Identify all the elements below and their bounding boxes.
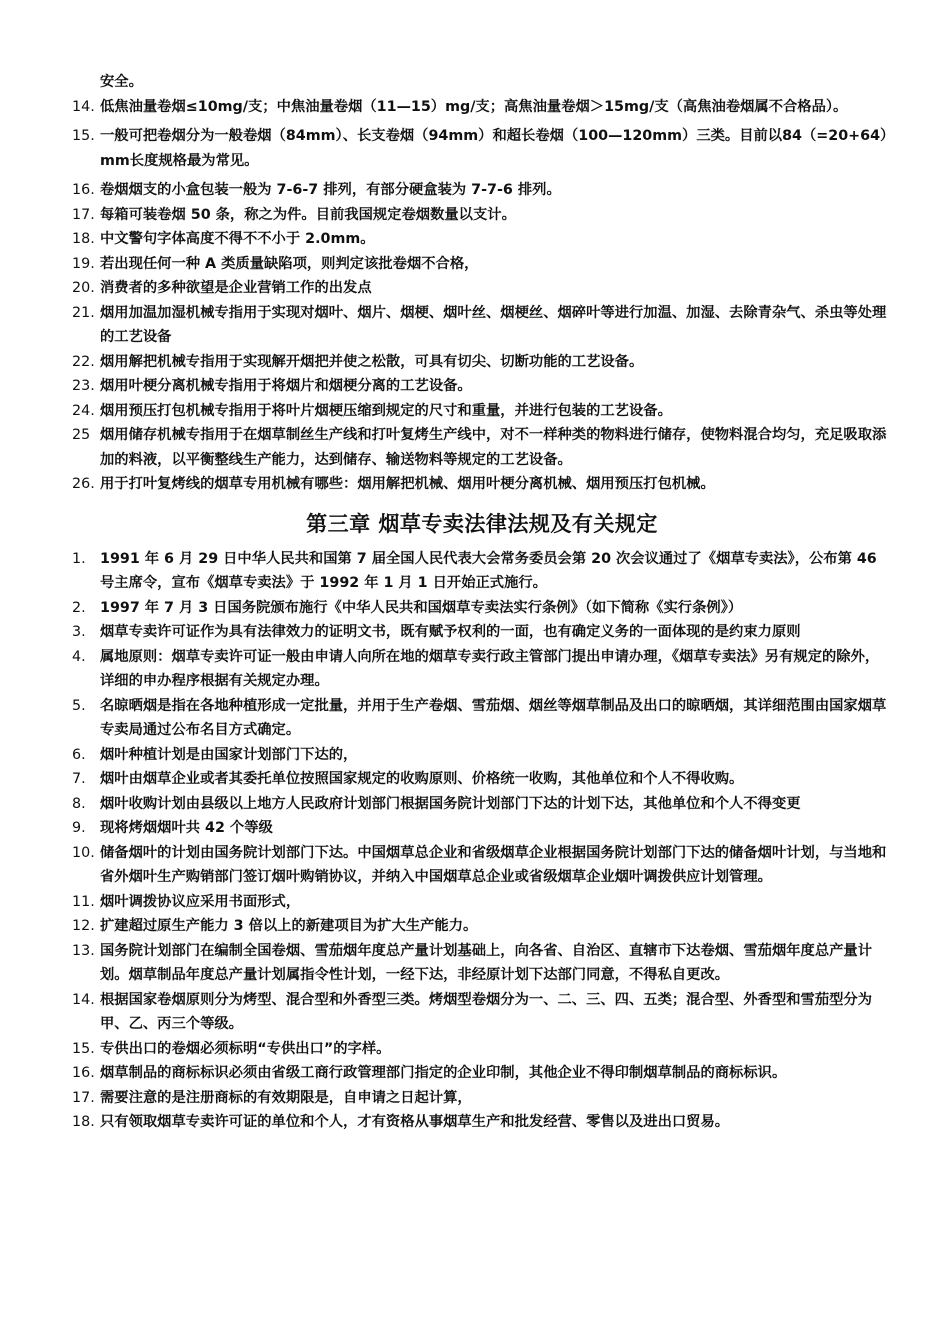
list-item-number: 13. — [72, 942, 95, 959]
list-item-text: 只有领取烟草专卖许可证的单位和个人，才有资格从事烟草生产和批发经营、零售以及进出口贸易。 — [100, 1114, 730, 1130]
list-item-text: 一般可把卷烟分为一般卷烟（84mm）、长支卷烟（94mm）和超长卷烟（100—120mm）三类。目前以84（=20+64）mm长度规格最为常见。 — [100, 128, 888, 169]
list-item-text: 烟用叶梗分离机械专指用于将烟片和烟梗分离的工艺设备。 — [100, 378, 472, 394]
list-item — [72, 596, 892, 621]
list-item-text: 1991 年 6 月 29 日中华人民共和国第 7 届全国人民代表大会常务委员会第 20 次会议通过了《烟草专卖法》，公布第 46 号主席令，宣布《烟草专卖法》于 1992 年 1 月 1 日开始正式施行。 — [100, 550, 877, 591]
list-item-text: 安全。 — [100, 74, 143, 90]
list-item — [72, 472, 892, 497]
list-item-text: 烟用预压打包机械专指用于将叶片烟梗压缩到规定的尺寸和重量，并进行包装的工艺设备。 — [100, 402, 672, 419]
list-item — [72, 988, 892, 1037]
list-item — [72, 816, 892, 841]
list-item-number: 15. — [72, 1040, 95, 1057]
list-item — [72, 645, 892, 694]
list-item-number: 4. — [72, 648, 86, 665]
list-item — [72, 70, 892, 95]
list-item — [72, 792, 892, 817]
list-item-number: 7. — [72, 771, 86, 787]
list-item-number: 17. — [72, 1089, 95, 1106]
list-item-number: 6. — [72, 746, 86, 763]
list-item — [72, 399, 892, 424]
list-item — [72, 227, 892, 252]
list-item-number: 20. — [72, 280, 95, 296]
list-item-text: 根据国家卷烟原则分为烤型、混合型和外香型三类。烤烟型卷烟分为一、二、三、四、五类；混合型、外香型和雪茄型分为甲、乙、丙三个等级。 — [100, 991, 873, 1032]
list-item-text: 属地原则：烟草专卖许可证一般由申请人向所在地的烟草专卖行政主管部门提出申请办理，《烟草专卖法》另有规定的除外，详细的申办程序根据有关规定办理。 — [100, 648, 880, 689]
list-item-text: 烟叶收购计划由县级以上地方人民政府计划部门根据国务院计划部门下达的计划下达，其他单位和个人不得变更 — [100, 795, 801, 812]
list-item-text: 卷烟烟支的小盒包装一般为 7-6-7 排列，有部分硬盒装为 7-7-6 排列。 — [100, 182, 561, 198]
list-item-number: 23. — [72, 378, 95, 394]
list-item-number: 24. — [72, 402, 95, 419]
list-item — [72, 841, 892, 890]
list-item-text: 中文警句字体高度不得不不小于 2.0mm。 — [100, 231, 375, 247]
list-item-number: 18. — [72, 1114, 95, 1130]
list-item — [72, 1037, 892, 1062]
list-item-text: 烟草制品的商标标识必须由省级工商行政管理部门指定的企业印制，其他企业不得印制烟草制品的商标标识。 — [100, 1065, 787, 1081]
list-item — [72, 203, 892, 228]
list-item-number: 14. — [72, 98, 95, 115]
list-item-text: 专供出口的卷烟必须标明“专供出口”的字样。 — [100, 1040, 391, 1057]
list-item-number: 16. — [72, 182, 95, 198]
list-item — [72, 1086, 892, 1111]
list-item-text: 现将烤烟烟叶共 42 个等级 — [100, 820, 273, 836]
list-item — [72, 95, 892, 120]
section-continued-list — [72, 70, 892, 497]
list-item-number: 16. — [72, 1065, 95, 1081]
list-item-number: 8. — [72, 795, 86, 812]
list-item-text: 扩建超过原生产能力 3 倍以上的新建项目为扩大生产能力。 — [100, 918, 478, 934]
list-item-text: 烟叶种植计划是由国家计划部门下达的， — [100, 746, 358, 763]
list-item-number: 22. — [72, 353, 95, 370]
list-item-number: 18. — [72, 231, 95, 247]
list-item — [72, 694, 892, 743]
list-item-number: 21. — [72, 304, 95, 321]
chapter-list — [72, 547, 892, 1135]
list-item-text: 需要注意的是注册商标的有效期限是，自申请之日起计算， — [100, 1089, 472, 1106]
list-item-text: 若出现任何一种 A 类质量缺陷项，则判定该批卷烟不合格， — [100, 255, 479, 272]
list-item-text: 烟草专卖许可证作为具有法律效力的证明文书，既有赋予权利的一面，也有确定义务的一面体现的是约束力原则 — [100, 624, 801, 640]
list-item — [72, 423, 892, 472]
list-item-number: 5. — [72, 697, 86, 714]
list-item — [72, 350, 892, 375]
list-item — [72, 890, 892, 915]
list-item-text: 国务院计划部门在编制全国卷烟、雪茄烟年度总产量计划基础上，向各省、自治区、直辖市下达卷烟、雪茄烟年度总产量计划。烟草制品年度总产量计划属指令性计划，一经下达，非经原计划下达部门同意，不得私自更改。 — [100, 942, 873, 983]
list-item-text: 用于打叶复烤线的烟草专用机械有哪些：烟用解把机械、烟用叶梗分离机械、烟用预压打包机械。 — [100, 476, 715, 492]
list-item-text: 烟用储存机械专指用于在烟草制丝生产线和打叶复烤生产线中，对不一样种类的物料进行储存，使物料混合均匀，充足吸取添加的料液，以平衡整线生产能力，达到储存、输送物料等规定的工艺设备。 — [100, 427, 887, 468]
list-item-text: 消费者的多种欲望是企业营销工作的出发点 — [100, 280, 372, 296]
list-item-text: 烟叶由烟草企业或者其委托单位按照国家规定的收购原则、价格统一收购，其他单位和个人不得收购。 — [100, 771, 744, 787]
list-item — [72, 914, 892, 939]
list-item-text: 烟叶调拨协议应采用书面形式， — [100, 893, 301, 910]
list-item — [72, 1061, 892, 1086]
list-item-number: 12. — [72, 918, 95, 934]
list-item — [72, 743, 892, 768]
list-item-number: 15. — [72, 128, 95, 144]
list-item-text: 烟用解把机械专指用于实现解开烟把并使之松散，可具有切尖、切断功能的工艺设备。 — [100, 353, 644, 370]
chapter-title: 第三章 烟草专卖法律法规及有关规定 — [306, 511, 658, 536]
list-item — [72, 276, 892, 301]
list-item — [72, 178, 892, 203]
list-item-number: 9. — [72, 820, 86, 836]
list-item — [72, 374, 892, 399]
list-item-number: 17. — [72, 206, 95, 223]
list-item-number: 2. — [72, 599, 86, 616]
list-item-text: 烟用加温加湿机械专指用于实现对烟叶、烟片、烟梗、烟叶丝、烟梗丝、烟碎叶等进行加温、加湿、去除青杂气、杀虫等处理的工艺设备 — [100, 304, 887, 345]
list-item-number: 3. — [72, 624, 86, 640]
list-item — [72, 547, 892, 596]
list-item-number: 19. — [72, 255, 95, 272]
list-item — [72, 939, 892, 988]
list-item-text: 1997 年 7 月 3 日国务院颁布施行《中华人民共和国烟草专卖法实行条例》（如下简称《实行条例》） — [100, 599, 743, 616]
list-item-number: 10. — [72, 844, 95, 861]
list-item-number: 11. — [72, 893, 95, 910]
list-item-text: 储备烟叶的计划由国务院计划部门下达。中国烟草总企业和省级烟草企业根据国务院计划部门下达的储备烟叶计划，与当地和省外烟叶生产购销部门签订烟叶购销协议，并纳入中国烟草总企业或省级烟草企业烟叶调拨供应计划管理。 — [100, 844, 887, 885]
list-item-text: 低焦油量卷烟≤10mg/支；中焦油量卷烟（11—15）mg/支；高焦油量卷烟＞15mg/支（高焦油卷烟属不合格品）。 — [100, 98, 848, 115]
list-item-number: 1. — [72, 550, 86, 567]
list-item — [72, 620, 892, 645]
list-item — [72, 1110, 892, 1135]
list-item-text: 每箱可装卷烟 50 条，称之为件。目前我国规定卷烟数量以支计。 — [100, 206, 516, 223]
list-item — [72, 767, 892, 792]
list-item-number: 25 — [72, 427, 91, 443]
list-item-number: 26. — [72, 476, 95, 492]
list-item — [72, 301, 892, 350]
list-item — [72, 124, 892, 173]
list-item-text: 名晾晒烟是指在各地种植形成一定批量，并用于生产卷烟、雪茄烟、烟丝等烟草制品及出口的晾晒烟，其详细范围由国家烟草专卖局通过公布名目方式确定。 — [100, 697, 887, 738]
list-item-number: 14. — [72, 991, 95, 1008]
list-item — [72, 252, 892, 277]
